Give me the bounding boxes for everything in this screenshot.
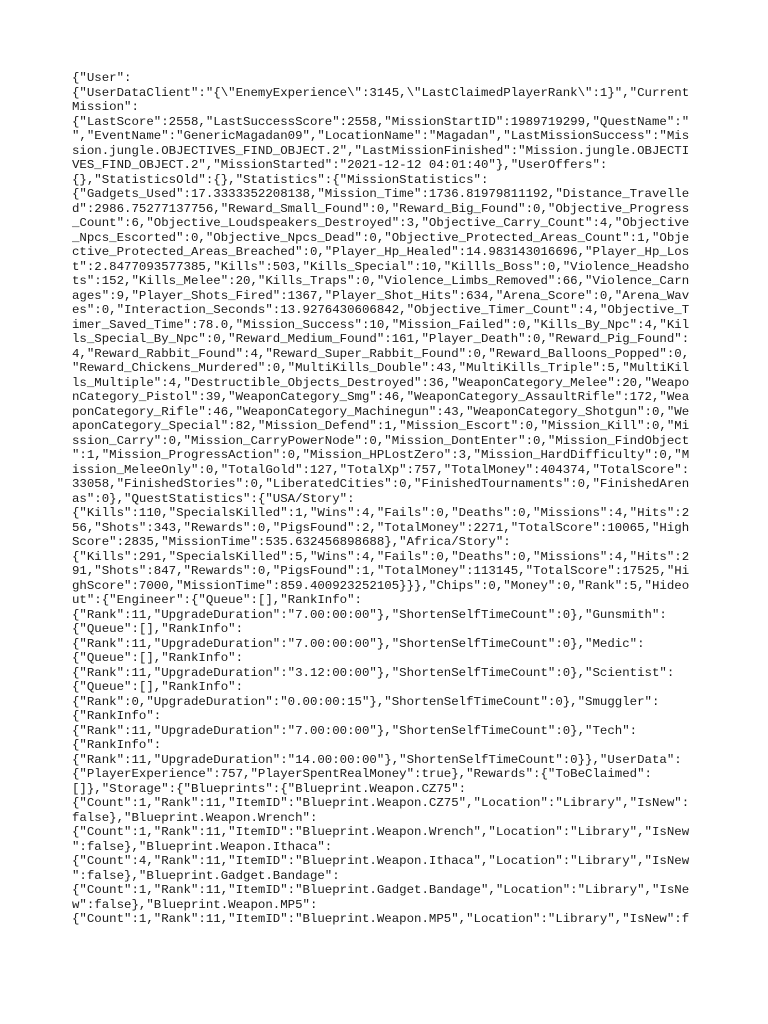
text-line: ts":152,"Kills_Melee":20,"Kills_Traps":0,"Violence_Limbs_Removed":66,"Violence_Carn — [72, 274, 690, 288]
text-line: _Npcs_Escorted":0,"Objective_Npcs_Dead":0,"Objective_Protected_Areas_Count":1,"Obje — [72, 230, 690, 245]
text-line: t":2.8477093577385,"Kills":503,"Kills_Special":10,"Killls_Boss":0,"Violence_Headsho — [72, 259, 690, 274]
text-line: {"Count":4,"Rank":11,"ItemID":"Blueprint.Weapon.Ithaca","Location":"Library","IsNew — [72, 854, 690, 868]
text-line: {"Queue":[],"RankInfo": — [72, 651, 244, 665]
text-line: ssion_Carry":0,"Mission_CarryPowerNode":0,"Mission_DontEnter":0,"Mission_FindObject — [72, 433, 690, 448]
text-line: {"RankInfo": — [72, 738, 162, 752]
text-line: {"Rank":11,"UpgradeDuration":"7.00:00:00"},"ShortenSelfTimeCount":0},"Medic": — [72, 636, 645, 651]
text-line: {"Kills":291,"SpecialsKilled":5,"Wins":4,"Fails":0,"Deaths":0,"Missions":4,"Hits":2 — [72, 549, 690, 564]
text-line: {"Rank":11,"UpgradeDuration":"7.00:00:00"},"ShortenSelfTimeCount":0},"Gunsmith": — [72, 607, 667, 622]
text-line: 33058,"FinishedStories":0,"LiberatedCities":0,"FinishedTournaments":0,"FinishedAren — [72, 477, 690, 491]
text-line: ","EventName":"GenericMagadan09","LocationName":"Magadan","LastMissionSuccess":"Mis — [72, 129, 690, 143]
text-line: {"LastScore":2558,"LastSuccessScore":2558,"MissionStartID":1989719299,"QuestName":" — [72, 114, 690, 129]
text-line: false},"Blueprint.Weapon.Wrench": — [72, 810, 318, 825]
text-line: {"User": — [72, 71, 132, 85]
text-line: Mission": — [72, 100, 139, 114]
text-line: {"Count":1,"Rank":11,"ItemID":"Blueprint.Weapon.Wrench","Location":"Library","IsNew — [72, 825, 690, 839]
text-line: VES_FIND_OBJECT.2","MissionStarted":"2021-12-12 04:01:40"},"UserOffers": — [72, 158, 608, 172]
text-line: aponCategory_Special":82,"Mission_Defend":1,"Mission_Escort":0,"Mission_Kill":0,"Mi — [72, 419, 690, 433]
text-line: sion.jungle.OBJECTIVES_FIND_OBJECT.2","LastMissionFinished":"Mission.jungle.OBJECTI — [72, 143, 690, 158]
text-line: ages":9,"Player_Shots_Fired":1367,"Player_Shot_Hits":634,"Arena_Score":0,"Arena_Wav — [72, 288, 690, 303]
text-line: ghScore":7000,"MissionTime":859.400923252105}}},"Chips":0,"Money":0,"Rank":5,"Hideo — [72, 578, 690, 593]
text-line: ":false},"Blueprint.Weapon.Ithaca": — [72, 839, 333, 854]
text-line: {"Gadgets_Used":17.3333352208138,"Mission_Time":1736.81979811192,"Distance_Travelle — [72, 187, 690, 201]
text-line: ut":{"Engineer":{"Queue":[],"RankInfo": — [72, 593, 362, 607]
text-line: ission_MeleeOnly":0,"TotalGold":127,"TotalXp":757,"TotalMoney":404374,"TotalScore": — [72, 462, 690, 477]
text-line: {"Queue":[],"RankInfo": — [72, 680, 244, 694]
text-line: ":1,"Mission_ProgressAction":0,"Mission_HPLostZero":3,"Mission_HardDifficulty":0,"M — [72, 448, 690, 462]
text-line: 91,"Shots":847,"Rewards":0,"PigsFound":1,"TotalMoney":113145,"TotalScore":17525,"Hi — [72, 564, 690, 578]
text-line: {"Count":1,"Rank":11,"ItemID":"Blueprint.Weapon.CZ75","Location":"Library","IsNew": — [72, 796, 690, 810]
text-line: {"Count":1,"Rank":11,"ItemID":"Blueprint.Gadget.Bandage","Location":"Library","IsNe — [72, 883, 690, 897]
text-line: ":false},"Blueprint.Gadget.Bandage": — [72, 868, 340, 883]
text-line: imer_Saved_Time":78.0,"Mission_Success":10,"Mission_Failed":0,"Kills_By_Npc":4,"Kil — [72, 317, 690, 332]
text-line: 56,"Shots":343,"Rewards":0,"PigsFound":2,"TotalMoney":2271,"TotalScore":10065,"High — [72, 520, 690, 535]
text-line: nCategory_Pistol":39,"WeaponCategory_Smg":46,"WeaponCategory_AssaultRifle":172,"Wea — [72, 390, 690, 404]
text-line: []},"Storage":{"Blueprints":{"Blueprint.Weapon.CZ75": — [72, 781, 467, 796]
text-line: "Reward_Chickens_Murdered":0,"MultiKills_Double":43,"MultiKills_Triple":5,"MultiKil — [72, 361, 690, 375]
text-line: ponCategory_Rifle":46,"WeaponCategory_Machinegun":43,"WeaponCategory_Shotgun":0,"We — [72, 404, 690, 419]
text-line: as":0},"QuestStatistics":{"USA/Story": — [72, 491, 355, 506]
text-line: {"Kills":110,"SpecialsKilled":1,"Wins":4,"Fails":0,"Deaths":0,"Missions":4,"Hits":2 — [72, 506, 690, 520]
text-line: 4,"Reward_Rabbit_Found":4,"Reward_Super_Rabbit_Found":0,"Reward_Balloons_Popped":0, — [72, 346, 690, 361]
text-line: {},"StatisticsOld":{},"Statistics":{"MissionStatistics": — [72, 172, 489, 187]
text-line: _Count":6,"Objective_Loudspeakers_Destroyed":3,"Objective_Carry_Count":4,"Objective — [72, 216, 690, 230]
text-line: es":0,"Interaction_Seconds":13.9276430606842,"Objective_Timer_Count":4,"Objective_T — [72, 303, 690, 317]
text-line: ls_Multiple":4,"Destructible_Objects_Destroyed":36,"WeaponCategory_Melee":20,"Weapo — [72, 375, 690, 390]
text-line: {"PlayerExperience":757,"PlayerSpentRealMoney":true},"Rewards":{"ToBeClaimed": — [72, 767, 652, 781]
text-line: {"Rank":11,"UpgradeDuration":"14.00:00:00"},"ShortenSelfTimeCount":0}},"UserData": — [72, 752, 682, 767]
text-line: {"Rank":0,"UpgradeDuration":"0.00:00:15"},"ShortenSelfTimeCount":0},"Smuggler": — [72, 694, 660, 709]
text-line: ls_Special_By_Npc":0,"Reward_Medium_Found":161,"Player_Death":0,"Reward_Pig_Found": — [72, 332, 690, 346]
text-line: d":2986.75277137756,"Reward_Small_Found":0,"Reward_Big_Found":0,"Objective_Progress — [72, 201, 690, 216]
text-line: ctive_Protected_Areas_Breached":0,"Player_Hp_Healed":14.983143016696,"Player_Hp_Los — [72, 245, 690, 259]
text-line: {"RankInfo": — [72, 709, 162, 723]
text-line: Score":2835,"MissionTime":535.632456898688},"Africa/Story": — [72, 535, 511, 549]
text-line: {"Queue":[],"RankInfo": — [72, 622, 244, 636]
text-line: {"Rank":11,"UpgradeDuration":"7.00:00:00"},"ShortenSelfTimeCount":0},"Tech": — [72, 723, 638, 738]
json-text-block — [72, 71, 702, 927]
text-line: {"Count":1,"Rank":11,"ItemID":"Blueprint.Weapon.MP5","Location":"Library","IsNew":f — [72, 912, 690, 926]
text-line: {"UserDataClient":"{\"EnemyExperience\":3145,\"LastClaimedPlayerRank\":1}","Current — [72, 85, 690, 100]
text-line: w":false},"Blueprint.Weapon.MP5": — [72, 897, 318, 912]
text-line: {"Rank":11,"UpgradeDuration":"3.12:00:00"},"ShortenSelfTimeCount":0},"Scientist": — [72, 665, 675, 680]
